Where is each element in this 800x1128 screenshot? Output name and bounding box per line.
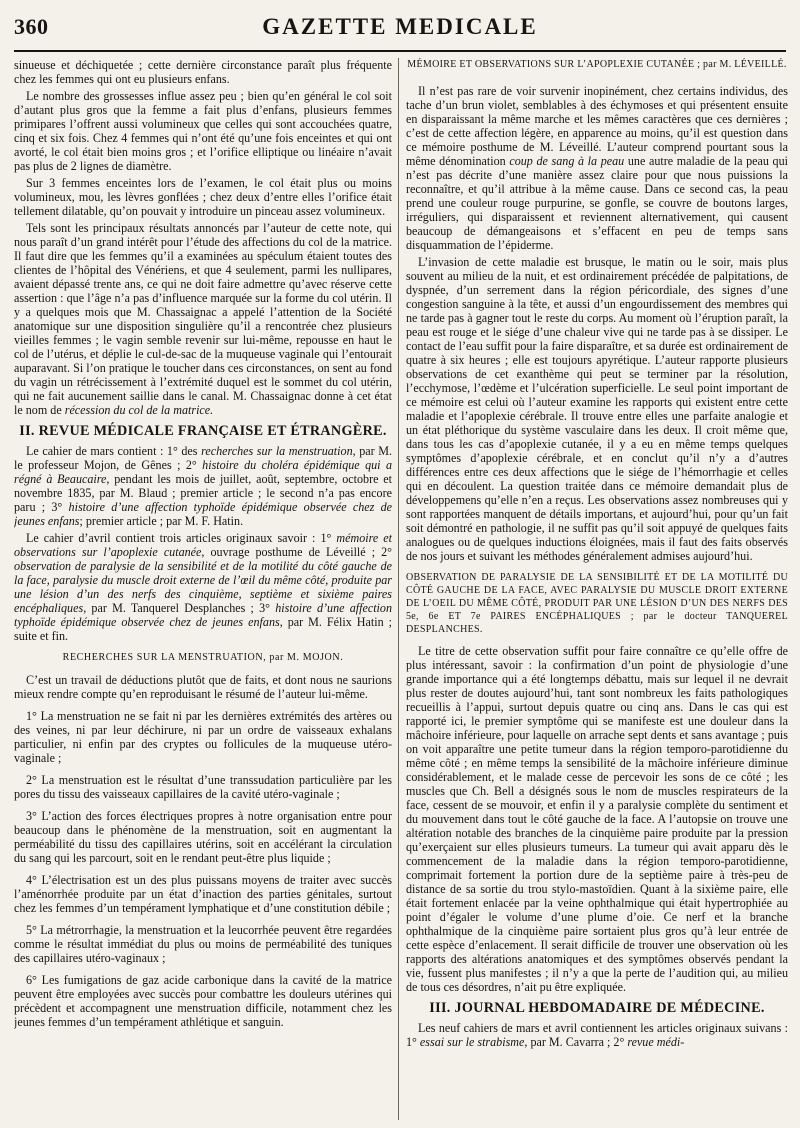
paragraph-text: une autre maladie de la peau qui n’est pas décrite d’une manière assez claire pour que nous puissions la reconnaître, et qu’il attribue à la même cause. Dans ce second cas, la peau prend une couleur rouge purpurine, se gonfle, se couvre de boutons larges, irréguliers, qui disparaissent et reviennent alternativement, qui causent beaucoup de démangeaisons et s’effacent en peu de temps sans disquammation de l’épiderme. — [406, 154, 788, 252]
paragraph-text: , par M. le professeur Mojon, de Gênes ; 2° — [14, 444, 392, 472]
paragraph — [406, 84, 788, 252]
column-divider — [398, 58, 399, 1120]
paragraph-text: ; premier article ; par M. F. Hatin. — [79, 514, 244, 528]
paragraph — [14, 531, 392, 643]
journal-title: GAZETTE MEDICALE — [262, 14, 538, 39]
paragraph — [14, 221, 392, 417]
paragraph — [14, 444, 392, 528]
left-column — [14, 58, 392, 1122]
paragraph-text: , pendant les mois de juillet, août, septembre, octobre et novembre 1835, par M. Blaud ; premier article ; le second n’a pas encore paru ; 3° — [14, 472, 392, 514]
paragraph: Sur 3 femmes enceintes lors de l’examen, le col était plus ou moins volumineux, mou, les lèvres gonflées ; chez deux d’entre elles l’orifice était tellement dilatable, qu’on pouvait y introduire un pinceau assez volumineux. — [14, 176, 392, 218]
italic-title: recherches sur la menstruation — [201, 444, 353, 458]
paragraph: sinueuse et déchiquetée ; cette dernière circonstance paraît plus fréquente chez les femmes qui ont eu plusieurs enfans. — [14, 58, 392, 86]
page-number: 360 — [14, 14, 49, 39]
section-heading-3: III. JOURNAL HEBDOMADAIRE DE MÉDECINE. — [429, 1000, 765, 1016]
right-column — [406, 58, 788, 1122]
paragraph-text: , par M. Cavarra ; 2° — [524, 1035, 625, 1049]
italic-term: coup de sang à la peau — [509, 154, 625, 168]
paragraph-text: , par M. Tanquerel Desplanches ; 3° — [83, 601, 271, 615]
paragraph-text: , ouvrage posthume de Léveillé ; 2° — [201, 545, 392, 559]
paragraph: L’invasion de cette maladie est brusque, le matin ou le soir, mais plus souvent au milieu de la nuit, et est ordinairement précédée de palpitations, de dyspnée, d’un serrement dans la région péricordiale, des signes d’une congestion sanguine à la tête, et aussi d’un engourdissement des membres qui ne tarde pas à gagner tout le reste du corps. Au moment où l’éruption paraît, la peau est rouge et le siége d’une chaleur vive qui ne tarde pas à se dissiper. Le contact de l’eau suffit pour la faire disparaître, et sa durée est ordinairement de quatre à six heures ; elle est toujours apyrétique. L’auteur rapporte plusieurs observations de cet exanthème qui peut se terminer par la résolution, l’ecchymose, l’œdème et l’ulcération superficielle. Le seul point important de ce mémoire est celui où l’auteur examine les rapports qui existent entre cette maladie et l’apoplexie cérébrale. Il trouve entre elles une parfaite analogie et un état pléthorique du système vasculaire dans les deux. Il croit même que, dans tous les cas d’apoplexie cutanée, il y a eu en même temps quelques symptômes d’apoplexie cérébrale, et en conclut qu’il n’y a d’autres différences entre ces deux affections que le siége de l’hémorrhagie et celles qui en découlent. La question traitée dans ce mémoire demandait plus de développemens qu’elle n’en a reçus. Les observations assez nombreuses qui y sont rapportées manquent de détails importans, et aujourd’hui, pour qu’un fait soit démontré en pathologie, il ne suffit pas qu’il soit appuyé de quelques faits analogues ou de quelques inductions éloignées, mais il faut des faits observés de nos jours et suivant les méthodes généralement admises aujourd’hui. — [406, 255, 788, 563]
article-heading: OBSERVATION DE PARALYSIE DE LA SENSIBILITÉ ET DE LA MOTILITÉ DU CÔTÉ GAUCHE DE LA FACE, AVEC PARALYSIE DU MUSCLE DROIT EXTERNE DE L’OEIL DU MÊME CÔTÉ, PRODUIT PAR UNE LÉSION D’UN DES NERFS DES 5e, 6e ET 7e PAIRES ENCÉPHALIQUES ; par le docteur TANQUEREL DESPLANCHES. — [406, 572, 788, 635]
italic-title: histoire d’une affection typhoïde épidémique observée chez de jeunes enfans — [14, 601, 392, 629]
section-heading-2: II. REVUE MÉDICALE FRANÇAISE ET ÉTRANGÈRE. — [19, 423, 387, 439]
paragraph-text: Les neuf cahiers de mars et avril contiennent les articles originaux suivans : 1° — [406, 1021, 788, 1049]
numbered-paragraph: 5° La métrorrhagie, la menstruation et la leucorrhée peuvent être regardées comme le résultat immédiat du plus ou moins de perméabilité des tuniques des capillaires utéro-vaginaux ; — [14, 923, 392, 965]
italic-title: mémoire et observations sur l’apoplexie cutanée — [14, 531, 392, 559]
italic-title: histoire du choléra épidémique qui a régné à Beaucaire — [14, 458, 392, 486]
italic-term: récession du col de la matrice. — [64, 403, 214, 417]
numbered-paragraph: 4° L’électrisation est un des plus puissans moyens de traiter avec succès l’aménorrhée produite par un état d’inaction des parties génitales, surtout chez les femmes d’un tempérament lymphatique et d’une constitution débile ; — [14, 873, 392, 915]
paragraph-text: Il n’est pas rare de voir survenir inopinément, chez certains individus, des tache d’un brun violet, semblables à des échymoses et qui présentent ensuite en disparaissant la même marche et les mêmes caractères que ces dernières ; c’est de cette affection légère, en apparence au moins, qu’il est question dans ce mémoire posthume de M. Léveillé. L’auteur comprend pourtant sous la même dénomination — [406, 84, 788, 168]
article-heading: RECHERCHES SUR LA MENSTRUATION, par M. MOJON. — [62, 652, 344, 663]
numbered-paragraph: 1° La menstruation ne se fait ni par les dernières extrémités des artères ou des veines, ni par leur déchirure, ni par un ordre de vaisseaux exhalans particulier, ni enfin par des cryptes ou follicules de la muqueuse utéro-vaginale ; — [14, 709, 392, 765]
paragraph-text: , par M. Félix Hatin ; suite et fin. — [14, 615, 392, 643]
numbered-paragraph: 6° Les fumigations de gaz acide carbonique dans la cavité de la matrice peuvent être employées avec succès pour combattre les douleurs utérines qui précèdent et accompagnent une menstruation difficile, notamment chez les jeunes femmes d’un tempérament athlétique et sanguin. — [14, 973, 392, 1029]
running-header — [14, 10, 786, 52]
numbered-paragraph: 2° La menstruation est le résultat d’une transsudation particulière par les pores du tissu des vaisseaux capillaires de la cavité utéro-vaginale ; — [14, 773, 392, 801]
italic-title: revue médi- — [627, 1035, 685, 1049]
paragraph — [406, 1021, 788, 1049]
paragraph-text: Le cahier de mars contient : 1° des — [26, 444, 198, 458]
paragraph-text: Tels sont les principaux résultats annoncés par l’auteur de cette note, qui nous paraît d’un grand intérêt pour l’étude des affections du col de la matrice. Il faut dire que les femmes qu’il a examinées au spéculum étaient toutes des clientes de l’hôpital des Vénériens, et que 4 seulement, parmi les nullipares, avaient dépassé trente ans, ce qui ne doit faire admettre qu’avec réserve cette assertion : que l’âge n’a pas d’influence marquée sur la forme du col utérin. Il y a quelques mois que M. Chassaignac a appelé l’attention de la Société anatomique sur une disposition singulière qu’il a rencontrée chez plusieurs vieilles femmes ; le vagin semble revenir sur lui-même, repousse en haut le col de l’utérus, et déplie le cul-de-sac de la muqueuse vaginale qui l’entourait auparavant. Si l’on pratique le toucher dans ces circonstances, on sent au fond du vagin un rétrécissement à l’extrémité duquel est le sommet du col utérin, qui ne fait aucunement saillie dans le canal. M. Chassaignac donne à cet état le nom de — [14, 221, 392, 417]
paragraph-text: Le cahier d’avril contient trois articles originaux savoir : 1° — [26, 531, 332, 545]
paragraph: Le titre de cette observation suffit pour faire connaître ce qu’elle offre de plus intéressant, savoir : la confirmation d’un point de physiologie d’une grande importance qui a été longtemps débattu, mais sur lequel il ne devrait plus rester de doutes aujourd’hui, tant sont nombreux les faits pathologiques recueillis à l’appui, surtout depuis quatre ou cinq ans. Dans le cas qui est rapporté ici, le premier symptôme qui se manifeste est une douleur dans la mâchoire inférieure, pour laquelle on arrache sept dents et sans avantage ; puis on voit apparaître une petite tumeur dans la région temporo-parotidienne du même côté ; en même temps la sensibilité de la mâchoire inférieure diminue considérablement, et le malade cesse de percevoir les sons de ce côté ; les muscles que Ch. Bell a désignés sous le nom de muscles respirateurs de la face, cessent de se mouvoir, et enfin il y a paralysie complète du sentiment et du mouvement dans tout le côté gauche de la face. A l’autopsie on trouve une altération notable des branches de la cinquième paire produite par la pression qu’exerçaient sur elles plusieurs tumeurs. La tumeur qui avait apparu dès le commencement de la maladie dans la région temporo-parotidienne, comprimait fortement la portion dure de la septième paire à très-peu de distance de sa sortie du trou stylo-mastoïdien. Quant à la sixième paire, elle était fortement enlacée par la veine ophthalmique qui était hypertrophiée au point d’égaler le volume d’une plume d’oie. Ce nerf et la branche ophthalmique de la cinquième paire sortaient plus gros qu’à leur entrée de cette espèce d’enlacement. Il serait difficile de trouver une observation où les rapports des altérations anatomiques et des symptômes observés pendant la vie, fussent plus manifestes ; il n’y a que la perte de l’audition qui, au milieu de tous ces désordres, n’ait pu être expliquée. — [406, 644, 788, 994]
italic-title: histoire d’une affection typhoïde épidémique observée chez de jeunes enfans — [14, 500, 392, 528]
italic-title: observation de paralysie de la sensibilité et de la motilité du côté gauche de la face, paralysie du muscle droit externe de l’œil du même côté, produite par une lésion d’un des nerfs des cinquième, septième et sixième paires encéphaliques — [14, 559, 392, 615]
paragraph: C’est un travail de déductions plutôt que de faits, et dont nous ne saurions mieux rendre compte qu’en reproduisant le résumé de l’auteur lui-même. — [14, 673, 392, 701]
numbered-paragraph: 3° L’action des forces électriques propres à notre organisation entre pour beaucoup dans le phénomène de la menstruation, soit en augmentant la perméabilité du tissu des capillaires utérins, soit en accélérant la circulation du sang qui les parcourt, soit en le rendant peut-être plus liquide ; — [14, 809, 392, 865]
paragraph: Le nombre des grossesses influe assez peu ; bien qu’en général le col soit d’autant plus gros que la femme a fait plus d’enfans, plusieurs femmes primipares l’offrent aussi volumineux que celles qui sont accouchées quatre, cinq et six fois. Chez 4 femmes qui n’ont été qu’une fois enceintes et qui ont avorté, le col était bien moins gros ; et l’orifice elliptique ou linéaire n’avait pas plus de 2 lignes de diamètre. — [14, 89, 392, 173]
article-heading: MÉMOIRE ET OBSERVATIONS SUR L’APOPLEXIE CUTANÉE ; par M. LÉVEILLÉ. — [407, 59, 787, 70]
italic-title: essai sur le strabisme — [419, 1035, 525, 1049]
